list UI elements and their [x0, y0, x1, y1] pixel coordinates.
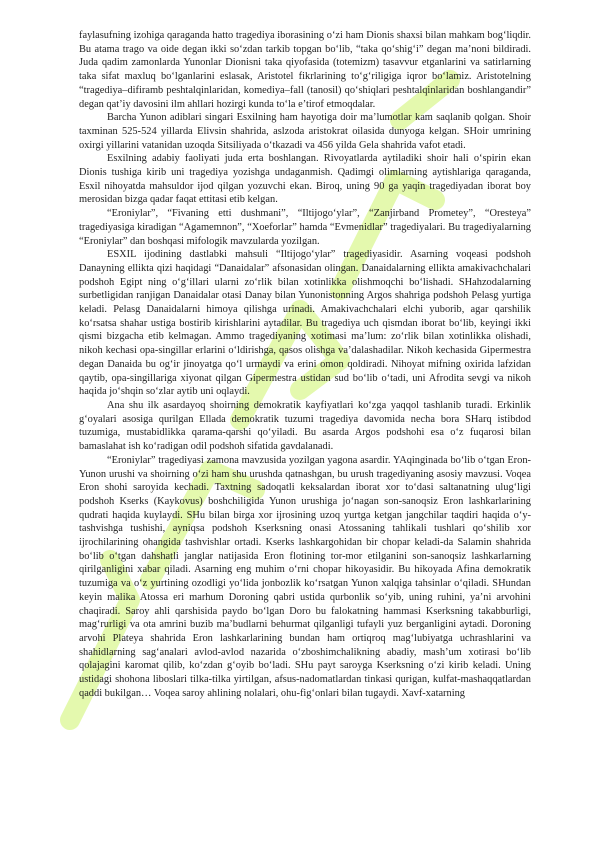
paragraph-4: “Eroniylar”, “Fivaning etti dushmani”, “Iltijogo‘ylar”, “Zanjirband Prometey”, “Oresteya” tragediyasiga kiradigan “Agamemnon”, “Xoeforlar” hamda “Evmenidlar” tragediyalari. Bu tragediyalarning “Eroniylar” dan boshqasi mifologik mavzularda yozilgan.: [79, 208, 531, 247]
paragraph-7: “Eroniylar” tragediyasi zamona mavzusida yozilgan yagona asardir. YAqinginada bo‘lib o‘tgan Eron-Yunon urushi va shoirning o‘zi ham shu urushda qatnashgan, bu urush tragediyaning asosiy mavzusi. Voqea Eron shohi saroyida kechadi. Taxtning sadoqatli keksalardan iborat xor to‘dasi saltanatning ulug‘ligi podshoh Kserks (Kaykovus) boshchiligida Yunon urushiga jo‘nagan son-sanoqsiz Eron lashkarlarining qudrati haqida kuylaydi. SHu bilan birga xor ijrosining uzoq yurtga ketgan jangchilar taqdiri haqida o‘y-tashvishga tushishi, ayniqsa podshoh Kserksning onasi Atossaning tahlikali tushlari qo‘shilib xor ijrochilarining ohangida tashvishlar ortadi. Kserks lashkargohidan bir chopar keladi-da Salamin shahrida bo‘lib o‘tgan dahshatli janglar natijasida Eron flotining tor-mor etilganini son-sanoqsiz lashkarlarning qirilganligini xabar qiladi. Asarning eng muhim o‘rni chopar hikoyasidir. Bu hikoyada Afina demokratik tuzumiga va o‘z yurtining ozodligi yo‘lida jonbozlik ko‘rsatgan Yunon xalqiga tahsinlar o‘qiladi. SHundan keyin malika Atossa eri marhum Doroning qabri ustida qurbonlik so‘yib, uning ruhini, ya’ni arvohini chaqiradi. Saroy ahli qarshisida paydo bo‘lgan Doro bu falokatning hammasi Kserksning takabburligi, mag‘rurligi va ota amrini buzib ma’budlarni behurmat qilganligi tufayli yuz berganligini aytadi. Doroning arvohi Plateya shahrida Eron lashkarlarining bundan ham ortiqroq mag‘lubiyatga uchrashlarini va shahidlarning sag‘analari avlod-avlod nazarida o‘zboshimchalikning abadiy, mash’um xotirasi bo‘lib qolajagini karomat qilib, ko‘zdan g‘oyib bo‘ladi. SHu payt saroyga Kserksning o‘zi kirib keladi. Uning ustidagi shohona liboslari tilka-tilka yirtilgan, afsus-nadomatlardan tinkasi qurigan, kulfat-mashaqqatlardan qaddi bukilgan… Voqea saroy ahlining nolalari, ohu-fig‘onlari bilan tugaydi. Xavf-xatarning: [79, 454, 531, 699]
paragraph-6: Ana shu ilk asardayoq shoirning demokratik kayfiyatlari ko‘zga yaqqol tashlanib turadi. Erkinlik g‘oyalari asosiga qurilgan Ellada demokratik tuzumi tragediya davomida necha bora SHarq istibdod tuzumiga, mustabidlikka qarama-qarshi qo‘yiladi. Bu asarda Argos podshohi esa o‘z fuqarosi bilan bamaslahat ish ko‘radigan odil podshoh sifatida gavdalanadi.: [79, 399, 531, 453]
paragraph-3: Esxilning adabiy faoliyati juda erta boshlangan. Rivoyatlarda aytiladiki shoir hali o‘spirin ekan Dionis tushiga kirib uni tragediya yozishga undaganmish. Qadimgi olimlarning aytishlariga qaraganda, Esxil nihoyatda mahsuldor ijod qilgan yozuvchi ekan. Biroq, uning 90 ga yaqin tragediyadan iborat boy merosidan bizga qadar faqat ettitasi etib kelgan.: [79, 153, 531, 206]
document-body: [79, 29, 531, 700]
paragraph-1: faylasufning izohiga qaraganda hatto tragediya iborasining o‘zi ham Dionis shaxsi bilan mahkam bog‘liqdir. Bu atama trago va oide degan ikki so‘zdan tarkib topgan bo‘lib, “taka qo‘shig‘i” degan ma’noni bildiradi. Juda qadim zamonlarda Yunonlar Dionisni taka qiyofasida (totemizm) tasavvur etganlarini va satirlarning taka sifat maxluq bo‘lganlarini eslasak, Aristotel fikrlarining to‘g‘riligiga iqror bo‘lamiz. Aristotelning “tragediya–difiramb peshtalqinlaridan, komediya–fall (tanosil) qo‘shiqlari peshtalqinlaridan boshlangandir” degan qat’iy davosini ilm ahllari hozirgi kunda to‘la e’tirof etmoqdalar.: [79, 30, 531, 110]
paragraph-2: Barcha Yunon adiblari singari Esxilning ham hayotiga doir ma’lumotlar kam saqlanib qolgan. Shoir taxminan 525-524 yillarda Elivsin shahrida, aslzoda aristokrat oilasida dunyoga kelgan. SHoir umrining oxirgi yillarini vatanidan uzoqda Sitsiliyada o‘tkazadi va 456 yilda Gela shahrida vafot etadi.: [79, 112, 531, 151]
paragraph-5: ESXIL ijodining dastlabki mahsuli “Iltijogo‘ylar” tragediyasidir. Asarning voqeasi podshoh Danayning ellikta qizi haqidagi “Danaidalar” afsonasidan olingan. Danaidalarning ellikta amakivachchalari podshoh Egipt ning o‘g‘illari ularni zo‘rlik bilan xotinlikka olishmoqchi bo‘lishadi. SHahzodalarning surbetligidan ranjigan Danaidalar otasi Danay bilan Yunonistonning Argos shahriga podshoh Pelasg yurtiga keladi. Pelasg Danaidalarni himoya qilishga urinadi. Amakivachchalari elchi yuborib, agar qarshilik ko‘rsatsa shahar ustiga bostirib kirishlarini aytadilar. Bu tragediya uch qismdan iborat bo‘lib, keyingi ikki qismi bizgacha etib kelmagan. Ammo tragediyaning xotimasi ma’lum: zo‘rlik bilan xotinlikka olishadi, nikoh kechasi opa-singillar erlarini o‘ldirishga, qasos olishga va’dalashadilar. Nikoh kechasida Gipermestra degan Danaida bu og‘ir jinoyatga qo‘l urmaydi va erini omon qoldiradi. Nihoyat mifning oxirida lafzidan qaytib, opa-singillariga xiyonat qilgan Gipermestra ustidan sud bo‘lib o‘tadi, uni Afrodita sevgi va nikoh haqida jo‘shqin so‘zlar aytib uni oqlaydi.: [79, 249, 531, 398]
